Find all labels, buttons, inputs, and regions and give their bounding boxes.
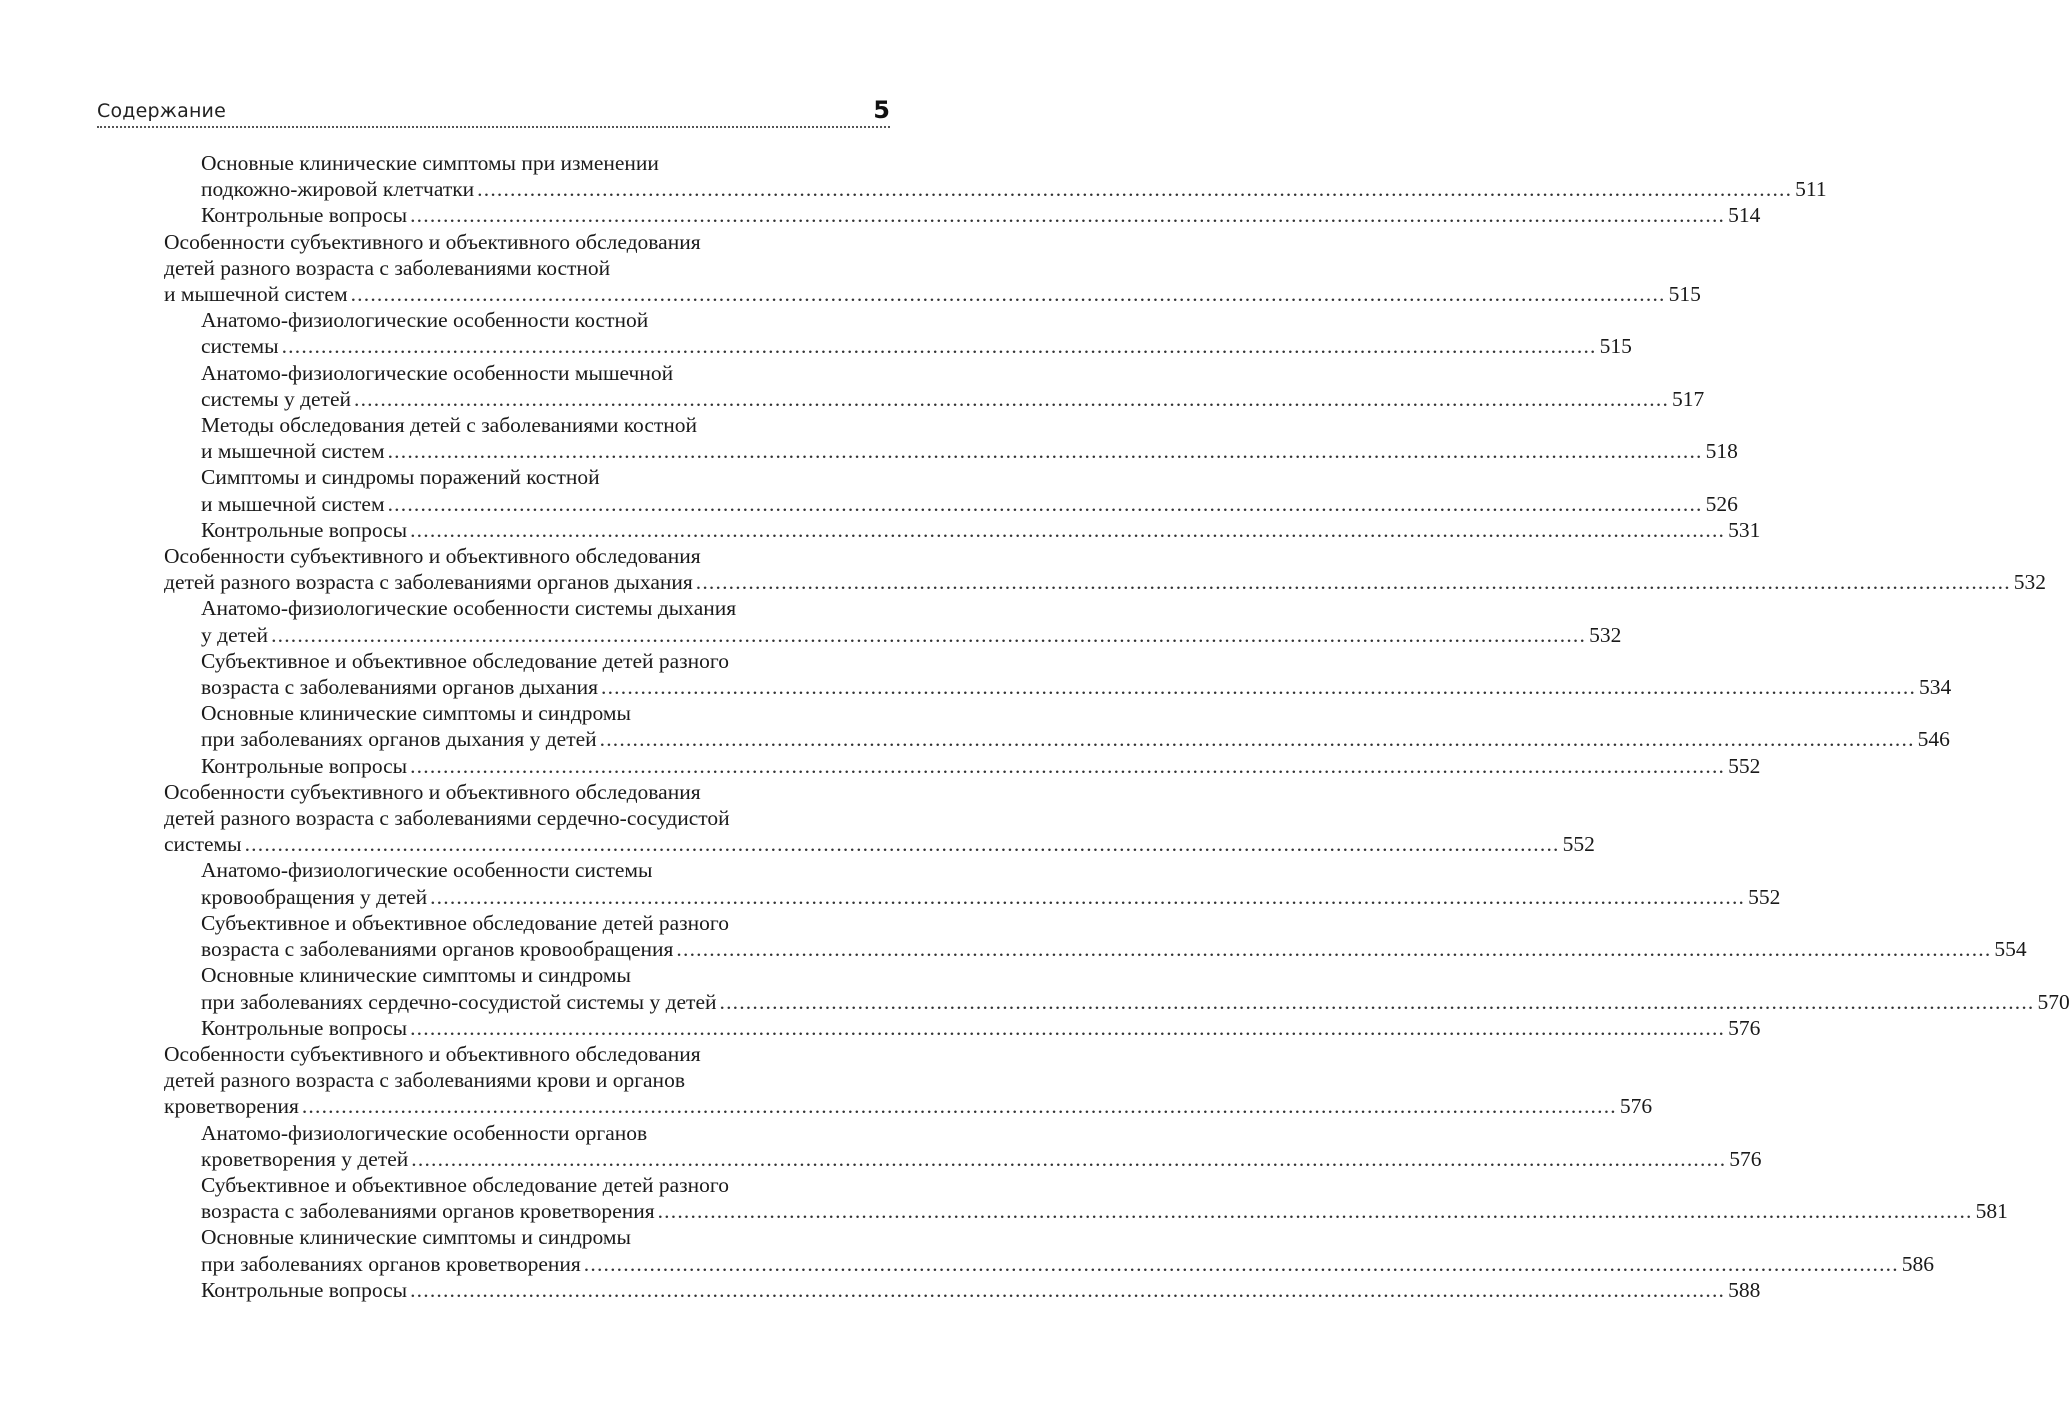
- toc-entry-title: возраста с заболеваниями органов кровообращения: [201, 937, 674, 962]
- toc-entry[interactable]: [164, 1041, 1653, 1120]
- dot-leader: ........................................................................................................................................................................................................: [430, 884, 1746, 909]
- toc-entry-last-line: [201, 517, 1761, 543]
- toc-page-number: 515: [1599, 334, 1632, 359]
- toc-entry-last-line: [201, 753, 1761, 779]
- toc-entry-last-line: [201, 884, 1781, 910]
- toc-entry-title: Субъективное и объективное обследование детей разного: [201, 910, 729, 935]
- toc-page-number: 588: [1728, 1277, 1761, 1302]
- toc-entry-title: Основные клинические симптомы и синдромы: [201, 701, 631, 726]
- dot-leader: ........................................................................................................................................................................................................: [719, 989, 2035, 1014]
- toc-entry-last-line: [201, 936, 2027, 962]
- toc-entry-title: Контрольные вопросы: [201, 517, 408, 542]
- toc-entry-title: детей разного возраста с заболеваниями костной: [164, 255, 611, 280]
- toc-entry-last-line: [201, 202, 1761, 228]
- toc-entry-title: Основные клинические симптомы и синдромы: [201, 963, 631, 988]
- toc-page-number: 570: [2037, 989, 2070, 1014]
- toc-entry-last-line: [201, 1015, 1761, 1041]
- toc-entry[interactable]: [164, 464, 1738, 516]
- dot-leader: ........................................................................................................................................................................................................: [387, 491, 1703, 516]
- toc-entry-title: Основные клинические симптомы при изменении: [201, 151, 659, 175]
- toc-entry-title: Контрольные вопросы: [201, 1015, 408, 1040]
- toc-entry-last-line: [201, 622, 1622, 648]
- toc-entry[interactable]: [164, 1224, 1935, 1276]
- toc-entry-title: кровообращения у детей: [201, 884, 428, 909]
- toc-entry-last-line: [201, 989, 2070, 1015]
- toc-page-number: 514: [1728, 203, 1761, 228]
- dot-leader: ........................................................................................................................................................................................................: [410, 753, 1726, 778]
- toc-entry-title: Анатомо-физиологические особенности мышечной: [201, 360, 674, 385]
- dot-leader: ........................................................................................................................................................................................................: [281, 334, 1597, 359]
- dot-leader: ........................................................................................................................................................................................................: [583, 1251, 1899, 1276]
- toc-entry[interactable]: [164, 595, 1622, 647]
- dot-leader: ........................................................................................................................................................................................................: [695, 570, 2011, 595]
- toc-entry-title: Методы обследования детей с заболеваниями костной: [201, 413, 698, 438]
- toc-entry-title: системы: [201, 334, 279, 359]
- toc-page-number: 517: [1672, 386, 1705, 411]
- dot-leader: ........................................................................................................................................................................................................: [599, 727, 1915, 752]
- toc-page-number: 515: [1668, 282, 1701, 307]
- toc-entry-last-line: [201, 491, 1738, 517]
- table-of-contents: [164, 150, 2070, 1303]
- toc-page-number: 576: [1619, 1094, 1653, 1119]
- toc-entry[interactable]: [164, 1277, 1761, 1303]
- toc-entry[interactable]: [164, 412, 1738, 464]
- toc-entry-last-line: [164, 1093, 1653, 1119]
- toc-entry-title: Особенности субъективного и объективного обследования: [164, 544, 701, 569]
- toc-page-number: 576: [1729, 1146, 1762, 1171]
- toc-entry-title: Субъективное и объективное обследование детей разного: [201, 1172, 729, 1197]
- toc-entry[interactable]: [164, 700, 1950, 752]
- toc-entry-title: Симптомы и синдромы поражений костной: [201, 465, 600, 490]
- toc-entry[interactable]: [164, 857, 1781, 909]
- running-header: [97, 96, 890, 134]
- toc-entry-title: и мышечной систем: [201, 439, 385, 464]
- toc-entry[interactable]: [164, 962, 2070, 1014]
- toc-entry-title: Особенности субъективного и объективного обследования: [164, 1041, 701, 1066]
- toc-entry[interactable]: [164, 360, 1705, 412]
- toc-entry[interactable]: [164, 1172, 2008, 1224]
- toc-entry-last-line: [201, 176, 1827, 202]
- toc-entry-title: Субъективное и объективное обследование детей разного: [201, 648, 729, 673]
- toc-entry[interactable]: [164, 150, 1827, 202]
- toc-entry-last-line: [201, 386, 1705, 412]
- toc-entry-last-line: [201, 1251, 1935, 1277]
- toc-entry-last-line: [201, 1198, 2008, 1224]
- toc-page-number: 576: [1728, 1015, 1761, 1040]
- toc-page-number: 532: [2013, 570, 2047, 595]
- toc-entry-last-line: [201, 1146, 1762, 1172]
- dot-leader: ........................................................................................................................................................................................................: [387, 439, 1703, 464]
- toc-entry[interactable]: [164, 910, 2027, 962]
- section-title: Содержание: [97, 100, 226, 122]
- header-dotted-rule: [97, 126, 890, 128]
- toc-entry-title: детей разного возраста с заболеваниями органов дыхания: [164, 570, 693, 595]
- dot-leader: ........................................................................................................................................................................................................: [477, 177, 1793, 202]
- toc-page-number: 531: [1728, 517, 1761, 542]
- toc-entry[interactable]: [164, 202, 1761, 228]
- dot-leader: ........................................................................................................................................................................................................: [411, 1146, 1727, 1171]
- toc-entry-title: Основные клинические симптомы и синдромы: [201, 1225, 631, 1250]
- toc-page-number: 581: [1975, 1199, 2008, 1224]
- toc-page-number: 526: [1705, 491, 1738, 516]
- toc-entry-title: детей разного возраста с заболеваниями крови и органов: [164, 1068, 685, 1093]
- toc-entry-last-line: [164, 569, 2047, 595]
- toc-entry-last-line: [201, 674, 1952, 700]
- toc-entry-title: Особенности субъективного и объективного обследования: [164, 229, 701, 254]
- toc-entry-title: Анатомо-физиологические особенности системы дыхания: [201, 596, 737, 621]
- toc-entry[interactable]: [164, 1015, 1761, 1041]
- toc-page-number: 511: [1795, 177, 1827, 202]
- toc-entry[interactable]: [164, 307, 1632, 359]
- dot-leader: ........................................................................................................................................................................................................: [354, 386, 1670, 411]
- dot-leader: ........................................................................................................................................................................................................: [676, 937, 1992, 962]
- toc-entry-title: системы: [164, 832, 242, 857]
- toc-entry-last-line: [164, 281, 1701, 307]
- dot-leader: ........................................................................................................................................................................................................: [301, 1094, 1617, 1119]
- toc-page-number: 552: [1748, 884, 1781, 909]
- toc-entry-title: кроветворения: [164, 1094, 299, 1119]
- dot-leader: ........................................................................................................................................................................................................: [244, 832, 1560, 857]
- toc-entry-title: при заболеваниях органов кроветворения: [201, 1251, 581, 1276]
- dot-leader: ........................................................................................................................................................................................................: [601, 675, 1917, 700]
- toc-page-number: 554: [1994, 937, 2027, 962]
- toc-entry-title: возраста с заболеваниями органов кроветворения: [201, 1199, 655, 1224]
- toc-entry-title: Анатомо-физиологические особенности системы: [201, 858, 653, 883]
- toc-entry-title: возраста с заболеваниями органов дыхания: [201, 675, 599, 700]
- toc-entry-last-line: [201, 333, 1632, 359]
- toc-entry[interactable]: [164, 648, 1952, 700]
- toc-entry-last-line: [201, 726, 1950, 752]
- dot-leader: ........................................................................................................................................................................................................: [410, 203, 1726, 228]
- dot-leader: ........................................................................................................................................................................................................: [410, 517, 1726, 542]
- toc-entry-title: у детей: [201, 622, 269, 647]
- dot-leader: ........................................................................................................................................................................................................: [350, 282, 1666, 307]
- page-number: 5: [873, 96, 890, 124]
- dot-leader: ........................................................................................................................................................................................................: [410, 1015, 1726, 1040]
- toc-page-number: 534: [1919, 675, 1952, 700]
- toc-entry-last-line: [201, 1277, 1761, 1303]
- toc-entry-title: при заболеваниях сердечно-сосудистой системы у детей: [201, 989, 717, 1014]
- toc-page-number: 546: [1917, 727, 1950, 752]
- toc-entry[interactable]: [164, 543, 2047, 595]
- toc-entry-title: и мышечной систем: [164, 282, 348, 307]
- toc-entry-title: Контрольные вопросы: [201, 1277, 408, 1302]
- toc-page-number: 552: [1728, 753, 1761, 778]
- dot-leader: ........................................................................................................................................................................................................: [271, 622, 1587, 647]
- toc-entry-last-line: [164, 831, 1595, 857]
- toc-entry-title: Контрольные вопросы: [201, 203, 408, 228]
- toc-entry-title: Анатомо-физиологические особенности органов: [201, 1120, 648, 1145]
- toc-entry[interactable]: [164, 517, 1761, 543]
- toc-page-number: 532: [1589, 622, 1622, 647]
- toc-entry-title: Особенности субъективного и объективного обследования: [164, 779, 701, 804]
- toc-entry-title: детей разного возраста с заболеваниями сердечно-сосудистой: [164, 806, 730, 831]
- toc-page-number: 552: [1562, 832, 1595, 857]
- toc-entry-title: системы у детей: [201, 386, 352, 411]
- toc-page-number: 518: [1705, 439, 1738, 464]
- toc-page-number: 586: [1901, 1251, 1935, 1276]
- dot-leader: ........................................................................................................................................................................................................: [657, 1199, 1973, 1224]
- toc-entry-title: Контрольные вопросы: [201, 753, 408, 778]
- toc-entry[interactable]: [164, 229, 1701, 308]
- toc-entry[interactable]: [164, 753, 1761, 779]
- toc-entry-title: Анатомо-физиологические особенности костной: [201, 308, 649, 333]
- dot-leader: ........................................................................................................................................................................................................: [410, 1277, 1726, 1302]
- toc-entry-title: и мышечной систем: [201, 491, 385, 516]
- toc-entry-last-line: [201, 438, 1738, 464]
- toc-entry-title: при заболеваниях органов дыхания у детей: [201, 727, 597, 752]
- toc-entry[interactable]: [164, 779, 1595, 858]
- toc-entry[interactable]: [164, 1120, 1762, 1172]
- toc-entry-title: кроветворения у детей: [201, 1146, 409, 1171]
- toc-entry-title: подкожно-жировой клетчатки: [201, 177, 475, 202]
